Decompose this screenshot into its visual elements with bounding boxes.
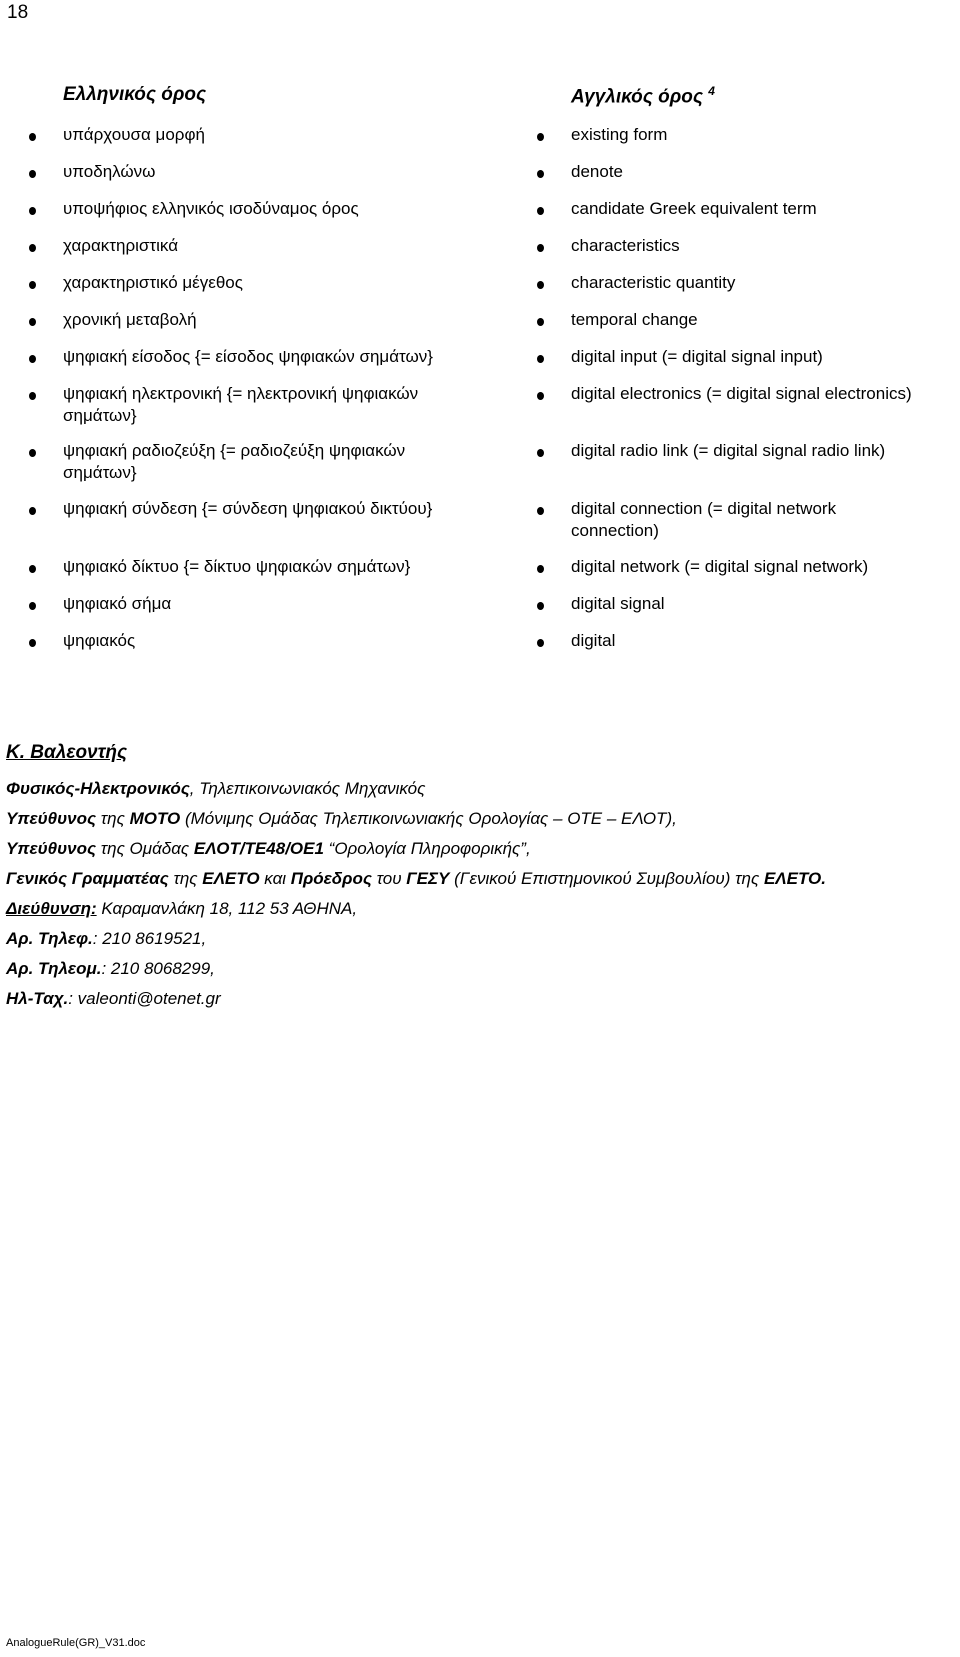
bullet-icon bbox=[29, 449, 36, 457]
bullet-icon bbox=[29, 170, 36, 178]
term-list-item bbox=[571, 124, 956, 146]
term-list-item bbox=[63, 198, 503, 220]
footer-filename: AnalogueRule(GR)_V31.doc bbox=[6, 1637, 146, 1649]
author-title: Φυσικός-Ηλεκτρονικός, Τηλεπικοινωνιακός Μηχανικός bbox=[6, 779, 426, 798]
bullet-icon bbox=[537, 207, 544, 215]
bullet-icon bbox=[29, 565, 36, 573]
author-role-eleto: Γενικός Γραμματέας της ΕΛΕΤΟ και Πρόεδρος του ΓΕΣΥ (Γενικού Επιστημονικού Συμβουλίου) της ΕΛΕΤΟ. bbox=[6, 869, 826, 888]
term-text: ψηφιακό δίκτυο {= δίκτυο ψηφιακών σημάτων} bbox=[63, 557, 411, 576]
greek-term-heading: Ελληνικός όρος bbox=[63, 84, 207, 105]
term-text: connection) bbox=[571, 521, 659, 540]
term-list-item bbox=[63, 272, 503, 294]
term-text: digital electronics (= digital signal electronics) bbox=[571, 384, 912, 403]
term-list-item bbox=[63, 383, 503, 427]
bullet-icon bbox=[537, 355, 544, 363]
term-list-item bbox=[63, 630, 503, 652]
bullet-icon bbox=[29, 355, 36, 363]
term-text: σημάτων} bbox=[63, 406, 137, 425]
term-text: digital radio link (= digital signal radio link) bbox=[571, 441, 886, 460]
bullet-icon bbox=[29, 133, 36, 141]
term-list-item bbox=[571, 440, 956, 462]
bullet-icon bbox=[537, 281, 544, 289]
term-text: digital connection (= digital network bbox=[571, 499, 837, 518]
author-role-moto: Υπεύθυνος της ΜΟΤΟ (Μόνιμης Ομάδας Τηλεπικοινωνιακής Ορολογίας – ΟΤΕ – ΕΛΟΤ), bbox=[6, 809, 677, 828]
term-list-item bbox=[571, 346, 956, 368]
term-list-item bbox=[571, 235, 956, 257]
term-text: χαρακτηριστικά bbox=[63, 236, 179, 255]
term-list-item bbox=[63, 593, 503, 615]
bullet-icon bbox=[29, 507, 36, 515]
term-text: ψηφιακή είσοδος {= είσοδος ψηφιακών σημάτων} bbox=[63, 347, 433, 366]
term-text: υποδηλώνω bbox=[63, 162, 156, 181]
author-role-elot: Υπεύθυνος της Ομάδας ΕΛΟΤ/ΤΕ48/ΟΕ1 “Ορολογία Πληροφορικής”, bbox=[6, 839, 531, 858]
term-text: characteristic quantity bbox=[571, 273, 736, 292]
term-list-item bbox=[63, 556, 503, 578]
bullet-icon bbox=[537, 133, 544, 141]
term-text: ψηφιακός bbox=[63, 631, 136, 650]
term-text: characteristics bbox=[571, 236, 680, 255]
term-text: denote bbox=[571, 162, 623, 181]
term-list-item bbox=[63, 309, 503, 331]
author-name: Κ. Βαλεοντής bbox=[6, 742, 128, 763]
term-list-item bbox=[63, 498, 503, 520]
term-text: σημάτων} bbox=[63, 463, 137, 482]
bullet-icon bbox=[29, 244, 36, 252]
page-number: 18 bbox=[7, 2, 29, 23]
bullet-icon bbox=[537, 565, 544, 573]
bullet-icon bbox=[537, 318, 544, 326]
footnote-marker: 4 bbox=[708, 84, 715, 98]
term-text: existing form bbox=[571, 125, 668, 144]
term-text: candidate Greek equivalent term bbox=[571, 199, 817, 218]
author-fax: Αρ. Τηλεομ.: 210 8068299, bbox=[6, 959, 215, 978]
english-term-heading: Αγγλικός όρος $^4$ bbox=[571, 84, 715, 108]
term-list-item bbox=[571, 198, 956, 220]
bullet-icon bbox=[537, 244, 544, 252]
term-text: digital signal bbox=[571, 594, 665, 613]
term-text: ψηφιακό σήμα bbox=[63, 594, 172, 613]
term-list-item bbox=[571, 593, 956, 615]
term-text: temporal change bbox=[571, 310, 698, 329]
term-text: χρονική μεταβολή bbox=[63, 310, 197, 329]
term-text: digital network (= digital signal network) bbox=[571, 557, 869, 576]
bullet-icon bbox=[537, 170, 544, 178]
term-text: χαρακτηριστικό μέγεθος bbox=[63, 273, 243, 292]
term-text: υπάρχουσα μορφή bbox=[63, 125, 205, 144]
term-list-item bbox=[571, 309, 956, 331]
bullet-icon bbox=[537, 639, 544, 647]
bullet-icon bbox=[29, 602, 36, 610]
term-list-item bbox=[571, 161, 956, 183]
bullet-icon bbox=[29, 639, 36, 647]
term-text: ψηφιακή ηλεκτρονική {= ηλεκτρονική ψηφιακών bbox=[63, 384, 419, 403]
term-list-item bbox=[571, 630, 956, 652]
term-list-item bbox=[63, 124, 503, 146]
term-list-item bbox=[63, 161, 503, 183]
author-email: Ηλ-Ταχ.: valeonti@otenet.gr bbox=[6, 989, 221, 1008]
term-text: υποψήφιος ελληνικός ισοδύναμος όρος bbox=[63, 199, 359, 218]
term-text: ψηφιακή σύνδεση {= σύνδεση ψηφιακού δικτύου} bbox=[63, 499, 433, 518]
term-text: digital bbox=[571, 631, 616, 650]
author-address: Διεύθυνση: Καραμανλάκη 18, 112 53 ΑΘΗΝΑ, bbox=[6, 899, 358, 918]
bullet-icon bbox=[537, 602, 544, 610]
term-list-item bbox=[571, 383, 956, 405]
term-text: digital input (= digital signal input) bbox=[571, 347, 823, 366]
bullet-icon bbox=[29, 281, 36, 289]
term-list-item bbox=[63, 235, 503, 257]
bullet-icon bbox=[537, 449, 544, 457]
bullet-icon bbox=[537, 392, 544, 400]
term-list-item bbox=[571, 556, 956, 578]
bullet-icon bbox=[29, 392, 36, 400]
bullet-icon bbox=[29, 318, 36, 326]
author-phone: Αρ. Τηλεφ.: 210 8619521, bbox=[6, 929, 207, 948]
bullet-icon bbox=[29, 207, 36, 215]
term-list-item bbox=[63, 440, 503, 484]
term-list-item bbox=[571, 272, 956, 294]
term-list-item bbox=[63, 346, 503, 368]
term-text: ψηφιακή ραδιοζεύξη {= ραδιοζεύξη ψηφιακών bbox=[63, 441, 406, 460]
term-list-item bbox=[571, 498, 956, 542]
bullet-icon bbox=[537, 507, 544, 515]
